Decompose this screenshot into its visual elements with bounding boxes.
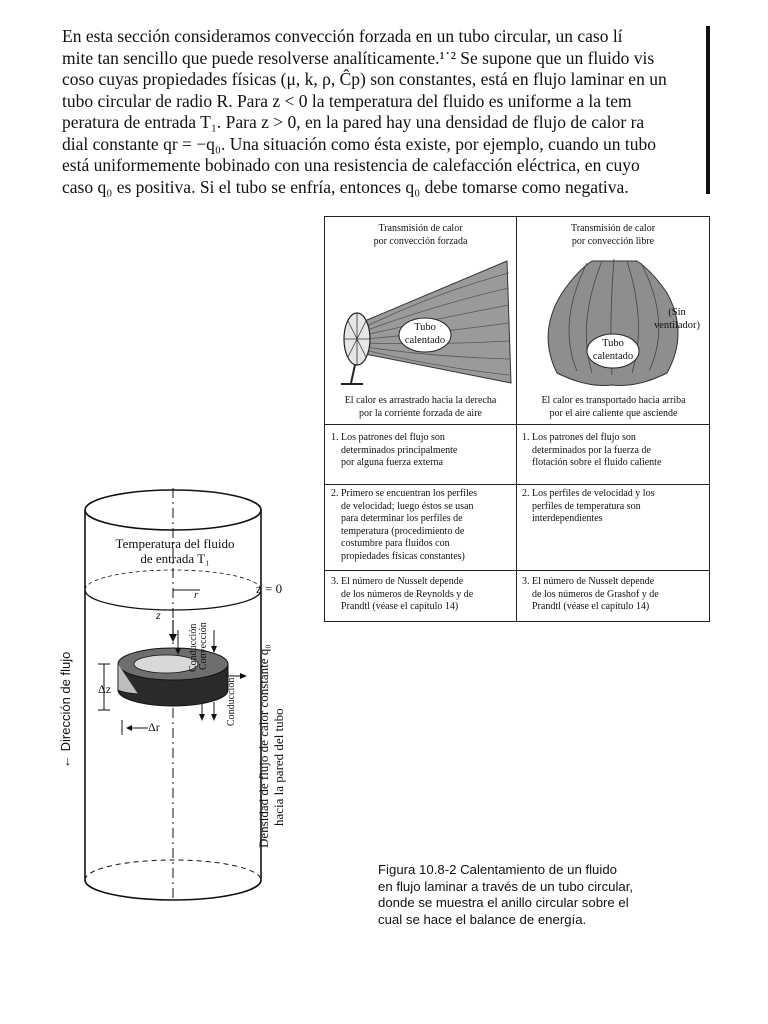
paragraph-line: tubo circular de radio R. Para z < 0 la temperatura del fluido es uniforme a la tem [62, 90, 632, 111]
forced-heading-line: Transmisión de calor [378, 223, 463, 234]
dr-label: Δr [148, 720, 160, 734]
caption-line: cual se hace el balance de energía. [378, 911, 587, 927]
caption-line: Figura 10.8-2 Calentamiento de un fluido [378, 862, 617, 877]
paragraph-line: dial constante qr = −q₀. Una situación como ésta existe, por ejemplo, cuando un tubo [62, 133, 656, 154]
item-line: por alguna fuerza externa [341, 457, 443, 468]
item-line: de los números de Reynolds y de [341, 588, 474, 600]
free-description [517, 395, 710, 420]
convection-comparison-table [324, 216, 710, 622]
item-line: costumbre para fluidos con [341, 538, 450, 549]
item-line: temperatura (procedimiento de [341, 525, 465, 537]
no-fan-label [645, 307, 709, 332]
item-line: 1. Los patrones del flujo son [522, 432, 636, 443]
forced-item-1 [331, 432, 513, 470]
row-divider [325, 484, 709, 485]
description-line: El calor es arrastrado hacia la derecha [344, 395, 497, 406]
tube-label-line: calentado [404, 334, 446, 346]
intro-paragraph [62, 26, 712, 198]
forced-description [325, 395, 516, 420]
item-line: propiedades físicas constantes) [341, 550, 465, 562]
forced-heading [325, 223, 516, 248]
conduction-label: Conducción [188, 623, 199, 672]
heat-flux-line: Densidad de flujo de calor constante q₀ [256, 644, 271, 848]
inlet-temperature-line: de entrada T₁ [140, 551, 210, 566]
description-line: El calor es transportado hacia arriba [541, 395, 686, 406]
item-line: para determinar los perfiles de [341, 513, 463, 524]
r-label: r [194, 589, 199, 601]
paragraph-line: mite tan sencillo que puede resolverse analíticamente.¹˙² Se supone que un fluido vis [62, 47, 655, 68]
item-line: 3. El número de Nusselt depende [522, 576, 655, 587]
item-line: de los números de Grashof y de [532, 588, 659, 600]
free-item-2 [522, 488, 708, 526]
row-divider [325, 570, 709, 571]
conduction-right-label: Conducción [226, 677, 237, 726]
item-line: interdependientes [532, 513, 603, 524]
item-line: de velocidad; luego éstos se usan [341, 500, 474, 512]
heat-flux-line: hacia la pared del tubo [271, 708, 286, 826]
paragraph-line: peratura de entrada T₁. Para z > 0, en la pared hay una densidad de flujo de calor ra [62, 112, 645, 132]
free-item-1 [522, 432, 708, 470]
paragraph-line: coso cuyas propiedades físicas (μ, k, ρ, Ĉp) son constantes, está en flujo laminar en un [62, 69, 667, 89]
item-line: determinados por la fuerza de [532, 444, 651, 456]
free-item-3 [522, 576, 708, 614]
forced-tube-label [399, 322, 451, 347]
paragraph-line: En esta sección consideramos convección forzada en un tubo circular, un caso lí [62, 26, 623, 46]
caption-line: en flujo laminar a través de un tubo circular, [378, 878, 634, 894]
tube-label-line: Tubo [602, 338, 624, 349]
convection-label: Convección [198, 622, 209, 670]
heat-flux-label [256, 644, 286, 848]
item-line: 1. Los patrones del flujo son [331, 432, 445, 443]
z-label: z [156, 608, 161, 622]
description-line: por el aire caliente que asciende [549, 407, 678, 419]
inlet-temperature-line: Temperatura del fluido [115, 536, 235, 551]
no-fan-line: (Sin [668, 307, 686, 318]
dz-label: Δz [98, 682, 112, 696]
z0-label: z = 0 [256, 581, 283, 596]
forced-item-2 [331, 488, 515, 563]
tube-label-line: Tubo [414, 322, 436, 333]
paragraph-line: caso q₀ es positiva. Si el tubo se enfría, entonces q₀ debe tomarse como negativa. [62, 176, 629, 197]
item-line: Prandtl (véase el capítulo 14) [532, 601, 650, 612]
page-binding-edge [706, 26, 710, 194]
forced-heading-line: por convección forzada [373, 235, 468, 247]
caption-line: donde se muestra el anillo circular sobre el [378, 895, 629, 910]
figure-caption [378, 862, 698, 928]
inlet-temperature-label [110, 536, 240, 566]
item-line: 2. Los perfiles de velocidad y los [522, 488, 655, 499]
description-line: por la corriente forzada de aire [359, 407, 482, 419]
forced-item-3 [331, 576, 513, 614]
free-heading [517, 223, 709, 248]
free-heading-line: Transmisión de calor [570, 223, 656, 234]
paragraph-line: está uniformemente bobinado con una resistencia de calefacción eléctrica, en cuyo [62, 155, 640, 175]
item-line: Prandtl (véase el capítulo 14) [341, 601, 459, 612]
row-divider [325, 424, 709, 425]
free-heading-line: por convección libre [571, 235, 655, 247]
item-line: perfiles de temperatura son [532, 500, 641, 512]
free-tube-label [587, 338, 639, 363]
item-line: determinados principalmente [341, 444, 458, 456]
item-line: 2. Primero se encuentran los perfiles [331, 488, 478, 499]
no-fan-line: ventilador) [653, 319, 701, 331]
flow-direction-label: ← Dirección de flujo [58, 651, 73, 768]
item-line: 3. El número de Nusselt depende [331, 576, 464, 587]
tube-label-line: calentado [592, 350, 634, 362]
item-line: flotación sobre el fluido caliente [532, 457, 662, 468]
